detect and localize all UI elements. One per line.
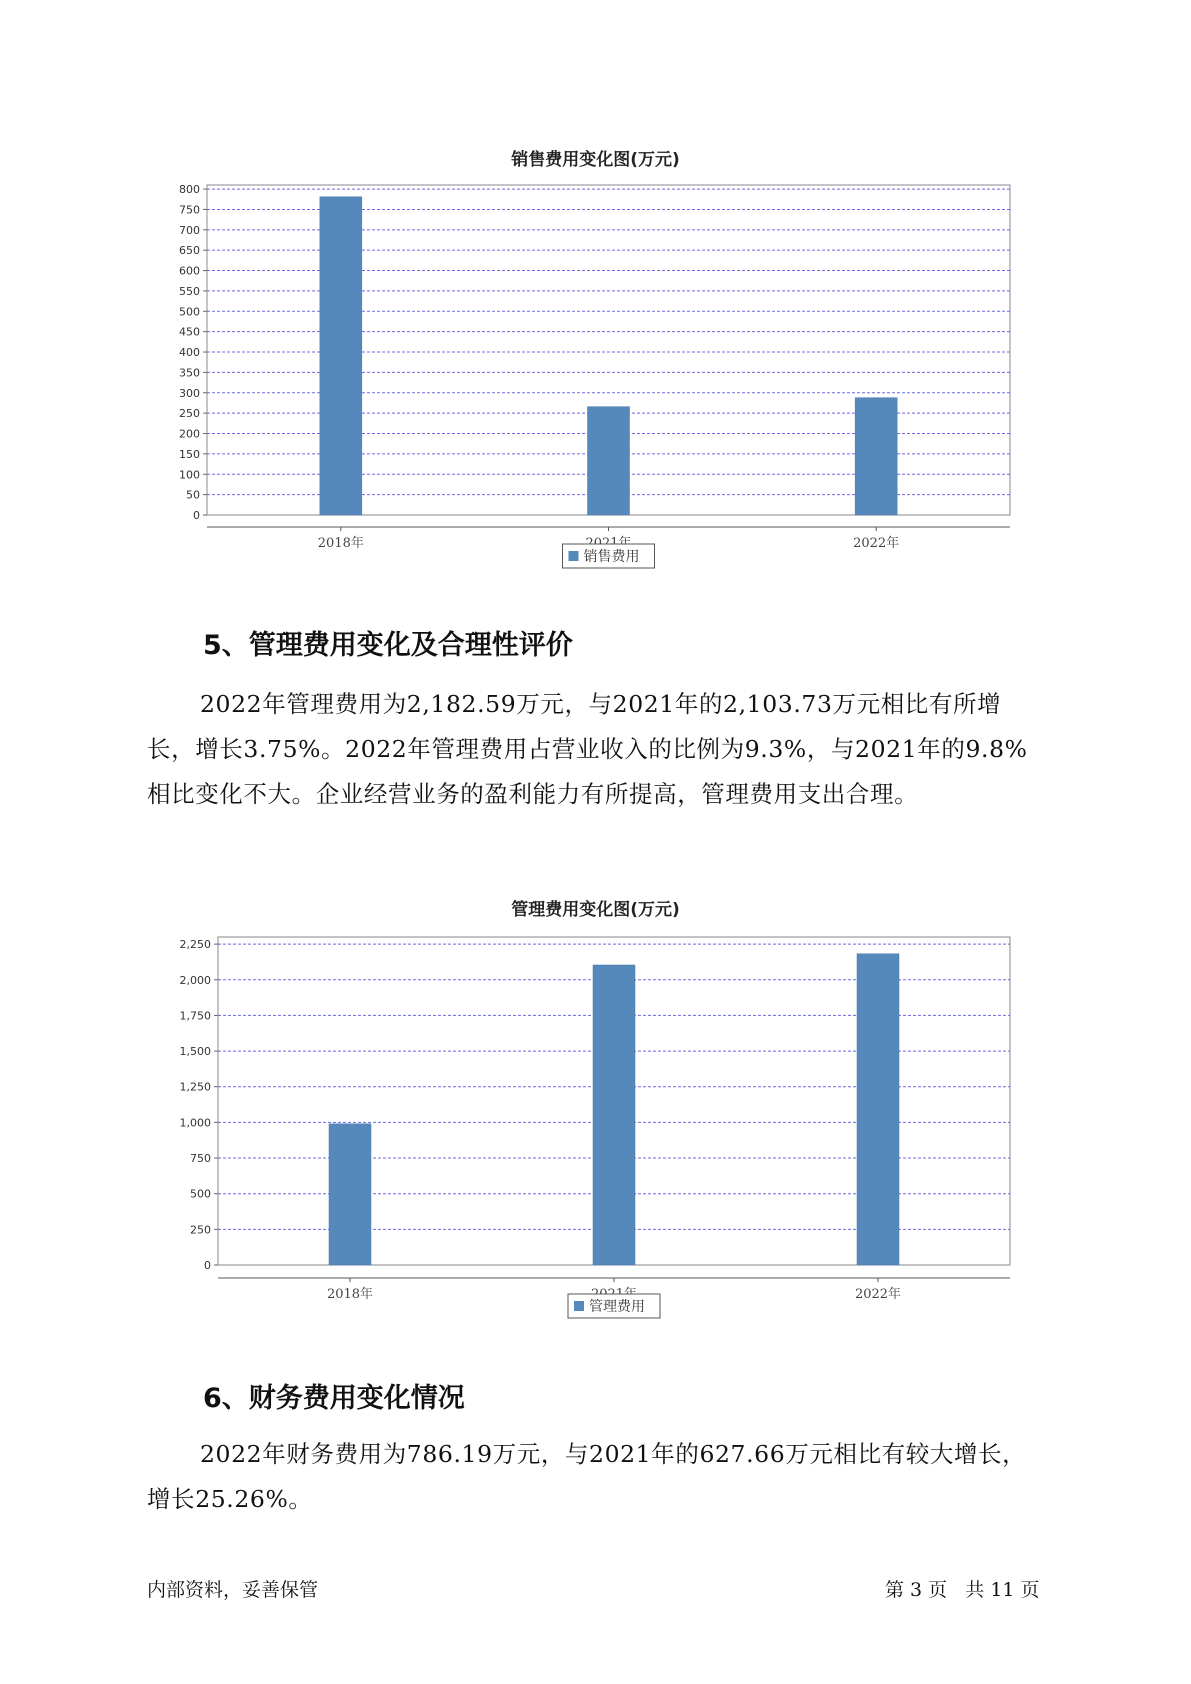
y-tick-label: 1,000 [179, 1116, 211, 1130]
y-tick-label: 650 [179, 244, 200, 258]
section-heading-finance: 6、财务费用变化情况 [203, 1383, 465, 1414]
bar [857, 954, 899, 1265]
y-tick-label: 1,500 [179, 1045, 211, 1059]
bar [855, 398, 897, 515]
y-tick-label: 2,000 [179, 973, 211, 987]
y-tick-label: 600 [179, 264, 200, 278]
bar [588, 407, 630, 515]
y-tick-label: 550 [179, 284, 200, 298]
x-tick-label: 2018年 [317, 536, 364, 551]
y-tick-label: 800 [179, 183, 200, 197]
legend-swatch [574, 1301, 584, 1311]
y-tick-label: 1,750 [179, 1009, 211, 1023]
y-tick-label: 0 [204, 1259, 211, 1272]
y-tick-label: 500 [190, 1187, 211, 1201]
y-tick-label: 50 [186, 488, 200, 502]
bar [320, 197, 362, 515]
y-tick-label: 150 [179, 447, 200, 461]
x-tick-label: 2022年 [853, 536, 900, 551]
x-tick-label: 2022年 [854, 1287, 902, 1302]
y-tick-label: 700 [179, 223, 200, 237]
y-tick-label: 200 [179, 427, 200, 441]
chart-title-management: 管理费用变化图(万元) [511, 900, 680, 920]
y-tick-label: 500 [179, 305, 200, 319]
y-tick-label: 750 [190, 1152, 211, 1166]
chart-title-sales: 销售费用变化图(万元) [511, 150, 680, 170]
management-expense-chart [0, 910, 1191, 1340]
section-heading-management: 5、管理费用变化及合理性评价 [203, 630, 573, 661]
y-tick-label: 400 [179, 346, 200, 360]
section-paragraph-finance: 2022年财务费用为786.19万元，与2021年的627.66万元相比有较大增长，增长25.26%。 [147, 1440, 1027, 1513]
bar [329, 1124, 371, 1265]
section-paragraph-management: 2022年管理费用为2,182.59万元，与2021年的2,103.73万元相比有所增长，增长3.75%。2022年管理费用占营业收入的比例为9.3%，与2021年的9.8%相比变化不大。企业经营业务的盈利能力有所提高，管理费用支出合理。 [147, 690, 1028, 808]
y-tick-label: 0 [193, 509, 200, 522]
bar [593, 965, 635, 1265]
footer-confidential-note: 内部资料，妥善保管 [147, 1579, 319, 1601]
legend-swatch [569, 551, 579, 561]
y-tick-label: 2,250 [179, 938, 211, 952]
y-tick-label: 250 [179, 407, 200, 421]
y-tick-label: 300 [179, 386, 200, 400]
sales-expense-chart [0, 160, 1191, 590]
y-tick-label: 750 [179, 203, 200, 217]
y-tick-label: 250 [190, 1223, 211, 1237]
footer-page-number: 第 3 页 共 11 页 [885, 1579, 1040, 1601]
legend-label: 销售费用 [583, 549, 640, 565]
legend-label: 管理费用 [589, 1299, 645, 1315]
y-tick-label: 100 [179, 468, 200, 482]
y-tick-label: 1,250 [179, 1080, 211, 1094]
y-tick-label: 350 [179, 366, 200, 380]
y-tick-label: 450 [179, 325, 200, 339]
x-tick-label: 2018年 [326, 1287, 374, 1302]
